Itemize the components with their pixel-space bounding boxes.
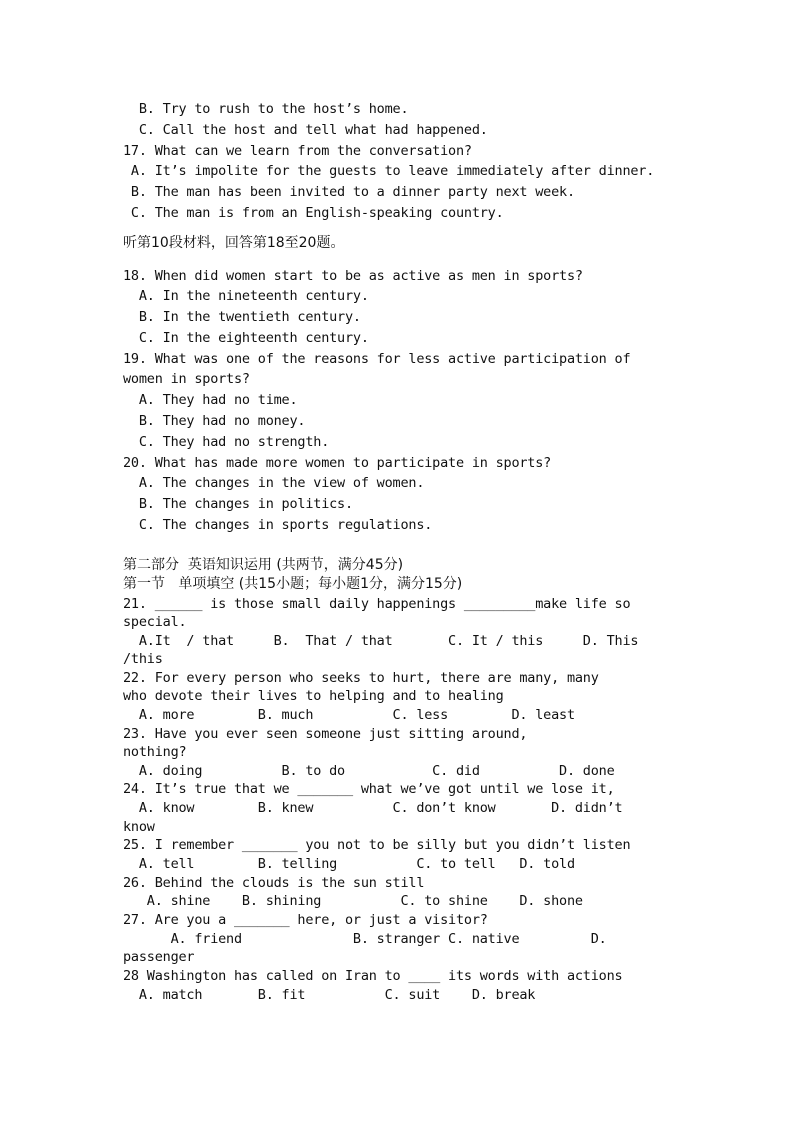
text-line: A. It’s impolite for the guests to leave immediately after dinner.	[123, 163, 655, 179]
text-line: A. match B. fit C. suit D. break	[123, 987, 536, 1003]
text-line: A. The changes in the view of women.	[123, 475, 425, 491]
text-line: B. Try to rush to the host’s home.	[123, 101, 409, 117]
section-heading: 第一节 单项填空 (共15小题；每小题1分，满分15分)	[123, 576, 463, 592]
text-line: A. tell B. telling C. to tell D. told	[123, 856, 575, 872]
text-line: 17. What can we learn from the conversation?	[123, 143, 472, 159]
text-line: 18. When did women start to be as active as men in sports?	[123, 268, 583, 284]
text-line: C. The changes in sports regulations.	[123, 517, 433, 533]
text-line: C. Call the host and tell what had happened.	[123, 122, 488, 138]
text-line: 22. For every person who seeks to hurt, there are many, many	[123, 670, 599, 686]
text-line: B. The changes in politics.	[123, 496, 353, 512]
text-line: women in sports?	[123, 371, 250, 387]
text-line: B. The man has been invited to a dinner party next week.	[123, 184, 575, 200]
text-line: passenger	[123, 949, 195, 965]
text-line: 21. ______ is those small daily happenings _________make life so	[123, 596, 631, 612]
text-line: special.	[123, 614, 187, 630]
text-line: /this	[123, 651, 163, 667]
text-line: B. They had no money.	[123, 413, 306, 429]
text-line: 19. What was one of the reasons for less active participation of	[123, 351, 631, 367]
text-line: 20. What has made more women to participate in sports?	[123, 455, 552, 471]
section-heading: 第二部分 英语知识运用 (共两节，满分45分)	[123, 557, 404, 573]
text-line: who devote their lives to helping and to healing	[123, 688, 504, 704]
text-line: A. more B. much C. less D. least	[123, 707, 575, 723]
text-line: A. In the nineteenth century.	[123, 288, 369, 304]
text-line: 28 Washington has called on Iran to ____ its words with actions	[123, 968, 623, 984]
section-heading: 听第10段材料，回答第18至20题。	[123, 235, 345, 251]
text-line: know	[123, 819, 155, 835]
text-line: C. The man is from an English-speaking country.	[123, 205, 504, 221]
text-line: 24. It’s true that we _______ what we’ve got until we lose it,	[123, 781, 615, 797]
text-line: A. doing B. to do C. did D. done	[123, 763, 615, 779]
text-line: 23. Have you ever seen someone just sitting around,	[123, 726, 528, 742]
text-line: C. They had no strength.	[123, 434, 330, 450]
text-line: A. know B. knew C. don’t know D. didn’t	[123, 800, 623, 816]
text-line: A. shine B. shining C. to shine D. shone	[123, 893, 583, 909]
text-line: C. In the eighteenth century.	[123, 330, 369, 346]
text-line: B. In the twentieth century.	[123, 309, 361, 325]
text-line: nothing?	[123, 744, 187, 760]
text-line: 25. I remember _______ you not to be silly but you didn’t listen	[123, 837, 631, 853]
text-line: 27. Are you a _______ here, or just a visitor?	[123, 912, 488, 928]
text-line: A.It / that B. That / that C. It / this D. This	[123, 633, 639, 649]
text-line: A. They had no time.	[123, 392, 298, 408]
text-line: A. friend B. stranger C. native D.	[123, 931, 607, 947]
text-line: 26. Behind the clouds is the sun still	[123, 875, 425, 891]
